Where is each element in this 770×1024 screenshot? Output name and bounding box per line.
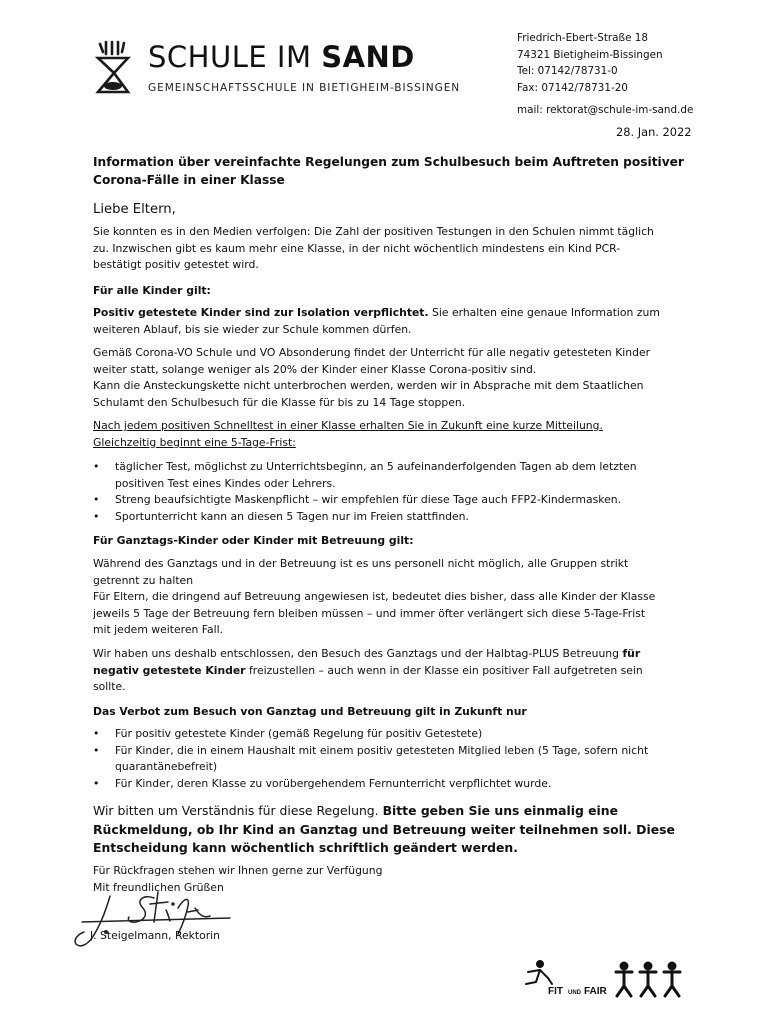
list-item-text: quarantänebefreit) [115,760,218,773]
signer-name: J. Steigelmann, Rektorin [90,929,220,942]
school-subtitle: GEMEINSCHAFTSSCHULE IN BIETIGHEIM-BISSINGEN [148,82,461,94]
paragraph-line: bestätigt positiv getestet wird. [93,258,259,271]
isolation-bold-text: Positiv getestete Kinder sind zur Isolation verpflichtet. [93,306,429,319]
list-item-text: positiven Test eines Kindes oder Lehrers. [115,476,336,490]
address-city: 74321 Bietigheim-Bissingen [517,48,663,61]
regards-line: Für Rückfragen stehen wir Ihnen gerne zur Verfügung [93,864,383,877]
address-phone: Tel: 07142/78731-0 [517,65,618,77]
list-item-text: Für Kinder, die in einem Haushalt mit einem positiv getesteten Mitglied leben (5 Tage, sofern nicht [115,743,649,757]
paragraph-line: Für Eltern, die dringend auf Betreuung angewiesen ist, bedeutet dies bisher, dass alle Kinder der Klasse [93,590,656,603]
decision-bold-text: negativ getestete Kinder [93,663,246,677]
paragraph-line: weiteren Ablauf, bis sie wieder zur Schule kommen dürfen. [93,322,412,336]
school-address [517,30,663,96]
address-street: Friedrich-Ebert-Straße 18 [517,32,648,44]
paragraph-line: Gleichzeitig beginnt eine 5-Tage-Frist: [93,435,296,449]
list-item [93,776,703,793]
intro-paragraph [93,224,693,274]
school-logo-icon [92,40,134,96]
letter-heading-line: Corona-Fälle in einer Klasse [93,172,285,187]
bullet-icon: • [93,727,100,740]
bullet-icon: • [93,509,100,523]
paragraph-line: jeweils 5 Tage der Betreuung fern bleiben müssen – und immer öfter verlängert sich diese 5-Tage-Frist [93,606,646,620]
ganztag-heading: Für Ganztags-Kinder oder Kinder mit Betreuung gilt: [93,534,414,547]
closing-bold-text: Rückmeldung, ob Ihr Kind an Ganztag und Betreuung weiter teilnehmen soll. Diese [93,821,675,837]
school-email: mail: rektorat@schule-im-sand.de [517,104,694,116]
paragraph-line: Gemäß Corona-VO Schule und VO Absonderung findet der Unterricht für alle negativ getesteten Kinder [93,346,651,359]
paragraph-line: mit jedem weiteren Fall. [93,623,224,636]
address-fax: Fax: 07142/78731-20 [517,81,628,94]
decision-text: Wir haben uns deshalb entschlossen, den Besuch des Ganztags und der Halbtag-PLUS Betreuung [93,647,623,660]
closing-text: Wir bitten um Verständnis für diese Regelung. [93,803,383,818]
list-item-text: Streng beaufsichtigte Maskenpflicht – wir empfehlen für diese Tage auch FFP2-Kindermasken. [115,493,622,506]
paragraph-line: sollte. [93,680,126,693]
list-item [93,492,703,509]
fitfair-text-1: FIT [548,986,563,997]
school-name-light: SCHULE IM [148,40,322,74]
list-item [93,459,703,492]
fit-und-fair-logo-icon [522,958,692,1004]
list-item-text: Für positiv getestete Kinder (gemäß Regelung für positiv Getestete) [115,727,483,740]
corona-vo-paragraph [93,345,693,411]
list-item [93,743,703,776]
schnelltest-paragraph [93,418,693,451]
school-name-bold: SAND [321,40,415,74]
fitfair-text-3: FAIR [584,986,607,997]
frist-bullet-list [93,459,703,525]
list-item [93,509,703,526]
paragraph-line: Sie konnten es in den Medien verfolgen: Die Zahl der positiven Testungen in den Schulen nimmt täglich [93,225,654,238]
closing-bold-text: Entscheidung kann wöchentlich schriftlich geändert werden. [93,840,518,855]
closing-bold-text: Bitte geben Sie uns einmalig eine [382,803,619,818]
verbot-heading: Das Verbot zum Besuch von Ganztag und Betreuung gilt in Zukunft nur [93,705,527,718]
regards-line: Mit freundlichen Grüßen [93,881,224,894]
decision-bold-text: für [622,647,641,660]
list-item-text: täglicher Test, möglichst zu Unterrichtsbeginn, an 5 aufeinanderfolgenden Tagen ab dem letzten [115,460,637,473]
letter-date: 28. Jan. 2022 [616,125,692,139]
list-item-text: Für Kinder, deren Klasse zu vorübergehendem Fernunterricht verpflichtet wurde. [115,776,552,790]
closing-paragraph [93,802,703,858]
greeting: Liebe Eltern, [93,202,176,217]
letter-heading-line: Information über vereinfachte Regelungen zum Schulbesuch beim Auftreten positiver [93,155,684,169]
bullet-icon: • [93,743,100,757]
paragraph-line: weiter statt, solange weniger als 20% der Kinder einer Klasse Corona-positiv sind. [93,362,537,376]
paragraph-line: Nach jedem positiven Schnelltest in einer Klasse erhalten Sie in Zukunft eine kurze Mitteilung. [93,419,603,432]
list-item-text: Sportunterricht kann an diesen 5 Tagen nur im Freien stattfinden. [115,509,469,523]
all-children-heading: Für alle Kinder gilt: [93,284,211,297]
list-item [93,726,703,743]
fitfair-text-2: UND [568,990,581,996]
isolation-paragraph [93,305,693,338]
school-name [148,40,415,74]
paragraph-line: Während des Ganztags und in der Betreuung ist es uns personell nicht möglich, alle Gruppen strikt [93,557,629,570]
paragraph-line: zu. Inzwischen gibt es kaum mehr eine Klasse, in der nicht wöchentlich mindestens ein Kind PCR- [93,241,621,255]
bullet-icon: • [93,776,100,790]
bullet-icon: • [93,493,100,506]
verbot-bullet-list [93,726,703,792]
bullet-icon: • [93,460,100,473]
decision-text: freizustellen – auch wenn in der Klasse ein positiver Fall aufgetreten sein [245,663,643,677]
ganztag-paragraph [93,556,693,639]
isolation-text: Sie erhalten eine genaue Information zum [428,306,660,319]
decision-paragraph [93,646,693,696]
paragraph-line: Schulamt den Schulbesuch für die Klasse für bis zu 14 Tage stoppen. [93,395,466,409]
letter-heading [93,154,693,189]
paragraph-line: Kann die Ansteckungskette nicht unterbrochen werden, werden wir in Absprache mit dem Staatlichen [93,379,644,392]
paragraph-line: getrennt zu halten [93,573,194,587]
